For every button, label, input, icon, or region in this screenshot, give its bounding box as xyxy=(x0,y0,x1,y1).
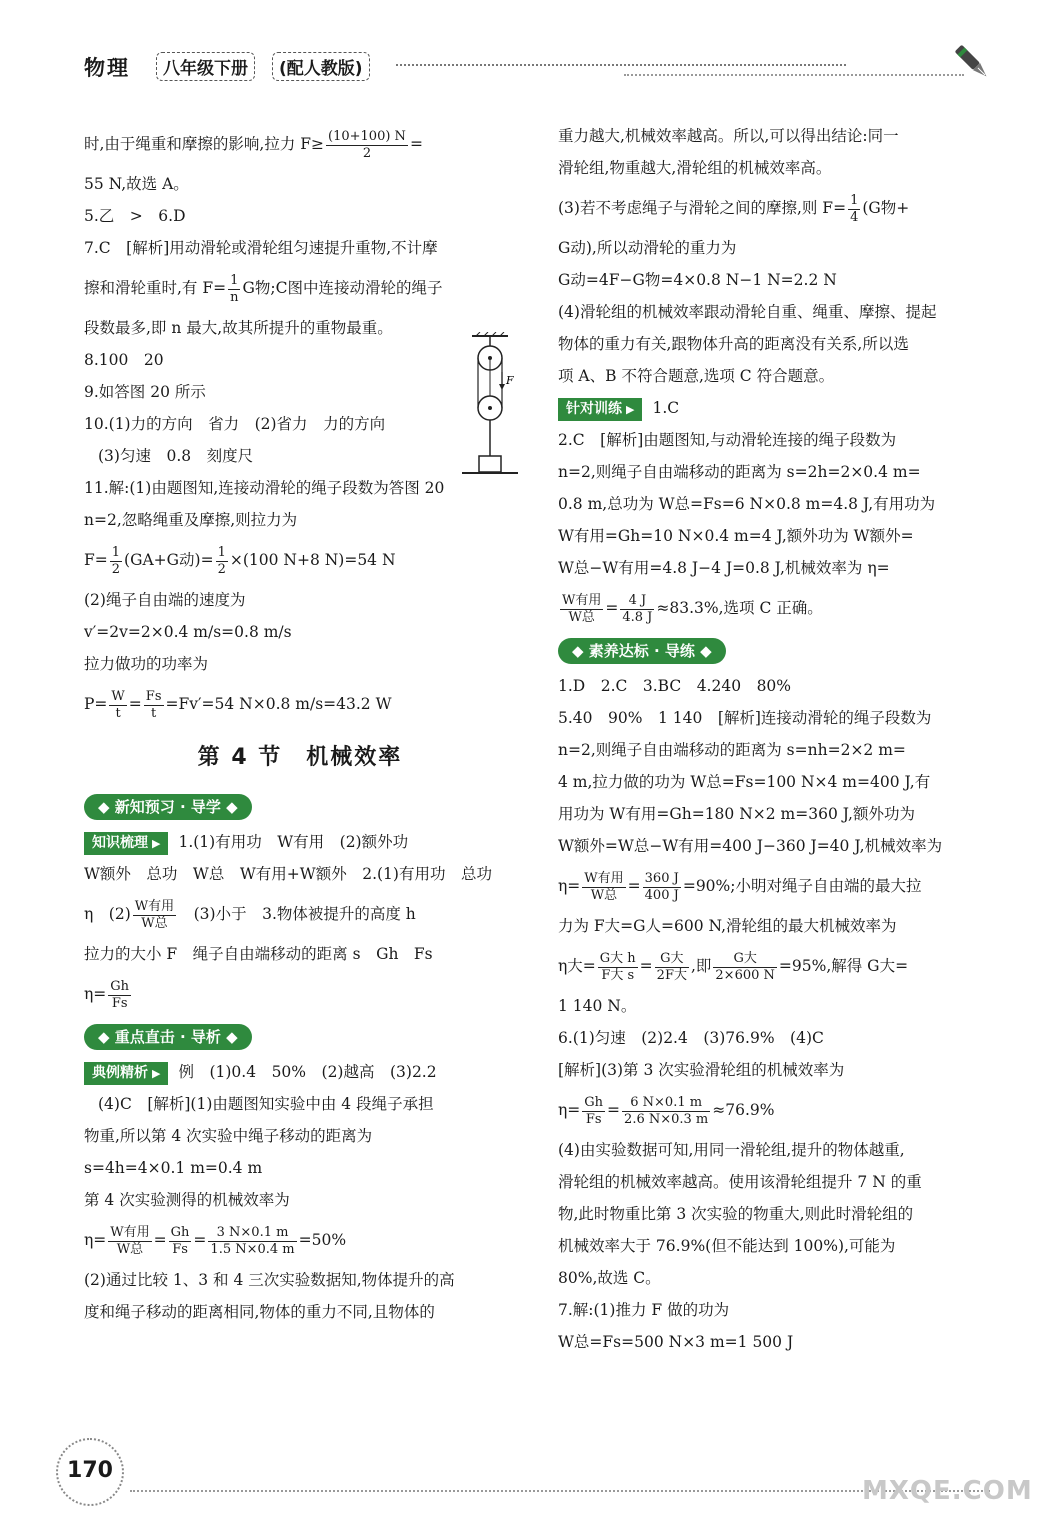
text-line: 1 140 N。 xyxy=(558,997,637,1015)
text-line: v′=2v=2×0.4 m/s=0.8 m/s xyxy=(84,623,292,641)
text-line: 知识梳理 ▶ 1.(1)有用功 W有用 (2)额外功 xyxy=(84,826,516,858)
fraction: $\frac{\text{G大 h}}{\text{F大 s}}$ xyxy=(599,950,636,983)
text-line: W额外=W总−W有用=400 J−360 J=40 J,机械效率为 xyxy=(558,837,943,855)
text-line: 擦和滑轮重时,有 F= $\frac{1}{n}$ G物;C图中连接动滑轮的绳子 xyxy=(84,272,443,305)
text-line: η= $\frac{\text{W有用}}{\text{W总}}$ = $\frac{Gh}{Fs}$ = $\frac{3 N\times 0.1 m}{1.5 N\times 0.4 m}$ =50% xyxy=(84,1224,347,1257)
tag-example: 典例精析 ▶ xyxy=(84,1062,168,1085)
text-line: 力为 F大=G人=600 N,滑轮组的最大机械效率为 xyxy=(558,917,897,935)
text-line: 55 N,故选 A。 xyxy=(84,175,189,193)
fraction: $\frac{Fs}{t}$ xyxy=(145,688,162,721)
watermark: MXQE.COM xyxy=(862,1476,1033,1506)
text-line: s=4h=4×0.1 m=0.4 m xyxy=(84,1159,263,1177)
text-line: 机械效率大于 76.9%(但不能达到 100%),可能为 xyxy=(558,1237,896,1255)
text-line: 典例精析 ▶ 例 (1)0.4 50% (2)越高 (3)2.2 xyxy=(84,1056,516,1088)
text-line: 5.乙 > 6.D xyxy=(84,207,186,225)
text-line: 滑轮组的机械效率越高。使用该滑轮组提升 7 N 的重 xyxy=(558,1173,922,1191)
fraction: $\frac{360 J}{400 J}$ xyxy=(644,870,679,903)
text-line: G动),所以动滑轮的重力为 xyxy=(558,239,737,257)
text-line: 拉力的大小 F 绳子自由端移动的距离 s Gh Fs xyxy=(84,945,433,963)
tag-training: 针对训练 ▶ xyxy=(558,398,642,421)
fraction: $\frac{(10+100) N}{2}$ xyxy=(328,128,406,161)
pen-icon xyxy=(950,40,996,86)
text-line: 0.8 m,总功为 W总=Fs=6 N×0.8 m=4.8 J,有用功为 xyxy=(558,495,936,513)
page-header xyxy=(84,48,994,88)
text-line: 物,此时物重比第 3 次实验的物重大,则此时滑轮组的 xyxy=(558,1205,914,1223)
text-line: W有用=Gh=10 N×0.4 m=4 J,额外功为 W额外= xyxy=(558,527,914,545)
fraction: $\frac{Gh}{Fs}$ xyxy=(110,978,130,1011)
text-line: (2)通过比较 1、3 和 4 三次实验数据知,物体提升的高 xyxy=(84,1271,455,1289)
tag-knowledge: 知识梳理 ▶ xyxy=(84,832,168,855)
text-line: 用功为 W有用=Gh=180 N×2 m=360 J,额外功为 xyxy=(558,805,915,823)
fraction: $\frac{1}{n}$ xyxy=(230,272,239,305)
fraction: $\frac{\text{W有用}}{\text{W总}}$ xyxy=(134,898,175,931)
fraction: $\frac{\text{W有用}}{\text{W总}}$ xyxy=(110,1224,150,1257)
fraction: $\frac{3 N\times 0.1 m}{1.5 N\times 0.4 m}$ xyxy=(210,1224,295,1257)
text-line: F= $\frac{1}{2}$ (GA+G动)= $\frac{1}{2}$ ×(100 N+8 N)=54 N xyxy=(84,544,396,577)
text-line: 物体的重力有关,跟物体升高的距离没有关系,所以选 xyxy=(558,335,909,353)
fraction: $\frac{Gh}{Fs}$ xyxy=(170,1224,190,1257)
text-line: n=2,则绳子自由端移动的距离为 s=nh=2×2 m= xyxy=(558,741,906,759)
text-line: 项 A、B 不符合题意,选项 C 符合题意。 xyxy=(558,367,835,385)
text-line: 第 4 次实验测得的机械效率为 xyxy=(84,1191,290,1209)
page-number-badge xyxy=(56,1438,124,1506)
pulley-diagram xyxy=(462,332,518,478)
edition-label: (配人教版) xyxy=(272,52,370,81)
fraction: $\frac{Gh}{Fs}$ xyxy=(584,1094,604,1127)
left-column xyxy=(84,120,516,1328)
grade-label: 八年级下册 xyxy=(156,52,255,81)
fraction: $\frac{1}{2}$ xyxy=(111,544,121,577)
fraction: $\frac{6 N\times 0.1 m}{2.6 N\times 0.3 m}$ xyxy=(624,1094,709,1127)
text-line: (4)由实验数据可知,用同一滑轮组,提升的物体越重, xyxy=(558,1141,905,1159)
fraction: $\frac{\text{W有用}}{\text{W总}}$ xyxy=(584,870,624,903)
header-dotted-line xyxy=(396,64,846,66)
right-column xyxy=(558,120,996,1358)
text-line: 10.(1)力的方向 省力 (2)省力 力的方向 xyxy=(84,415,386,433)
text-line: n=2,则绳子自由端移动的距离为 s=2h=2×0.4 m= xyxy=(558,463,921,481)
fraction: $\frac{1}{2}$ xyxy=(217,544,226,577)
banner-key-points: ◆ 重点直击 · 导析 ◆ xyxy=(84,1024,252,1050)
banner-new-knowledge: ◆ 新知预习 · 导学 ◆ xyxy=(84,794,252,820)
text-line: 80%,故选 C。 xyxy=(558,1269,661,1287)
text-line: 6.(1)匀速 (2)2.4 (3)76.9% (4)C xyxy=(558,1029,824,1047)
fraction: $\frac{W}{t}$ xyxy=(111,688,125,721)
text-line: W额外 总功 W总 W有用+W额外 2.(1)有用功 总功 xyxy=(84,865,492,883)
text-line: η= $\frac{Gh}{Fs}$ xyxy=(84,978,130,1011)
text-line: 滑轮组,物重越大,滑轮组的机械效率高。 xyxy=(558,159,832,177)
text-line: 7.C [解析]用动滑轮或滑轮组匀速提升重物,不计摩 xyxy=(84,239,438,257)
text-line: (3)匀速 0.8 刻度尺 xyxy=(98,447,254,465)
text-line: η= $\frac{Gh}{Fs}$ = $\frac{6 N\times 0.1 m}{2.6 N\times 0.3 m}$ ≈76.9% xyxy=(558,1094,775,1127)
fraction: $\frac{1}{4}$ xyxy=(850,192,859,225)
text-line: 度和绳子移动的距离相同,物体的重力不同,且物体的 xyxy=(84,1303,435,1321)
text-line: 拉力做功的功率为 xyxy=(84,655,209,673)
text-line: 11.解:(1)由题图知,连接动滑轮的绳子段数为答图 20 xyxy=(84,479,445,497)
text-line: $\frac{\text{W有用}}{\text{W总}}$ = $\frac{4 J}{4.8 J}$ ≈83.3%,选项 C 正确。 xyxy=(562,592,823,625)
text-line: (3)若不考虑绳子与滑轮之间的摩擦,则 F= $\frac{1}{4}$ (G物+ xyxy=(558,192,910,225)
text-line: 时,由于绳重和摩擦的影响,拉力 F≥ $\frac{(10+100) N}{2}$ = xyxy=(84,128,423,161)
text-line: 段数最多,即 n 最大,故其所提升的重物最重。 xyxy=(84,319,393,337)
force-label: F xyxy=(506,374,514,387)
text-line: 1.D 2.C 3.BC 4.240 80% xyxy=(558,677,792,695)
subject-title: 物理 xyxy=(84,56,130,80)
banner-literacy: ◆ 素养达标 · 导练 ◆ xyxy=(558,638,726,664)
section-title: 第 4 节 机械效率 xyxy=(197,745,403,770)
fraction: $\frac{\text{W有用}}{\text{W总}}$ xyxy=(562,592,602,625)
text-line: 物重,所以第 4 次实验中绳子移动的距离为 xyxy=(84,1127,373,1145)
text-line: [解析](3)第 3 次实验滑轮组的机械效率为 xyxy=(558,1061,845,1079)
text-line: 4 m,拉力做的功为 W总=Fs=100 N×4 m=400 J,有 xyxy=(558,773,931,791)
text-line: (4)滑轮组的机械效率跟动滑轮自重、绳重、摩擦、提起 xyxy=(558,303,937,321)
text-line: P= $\frac{W}{t}$ = $\frac{Fs}{t}$ =Fv′=54 N×0.8 m/s=43.2 W xyxy=(84,688,392,721)
fraction: $\frac{\text{G大}}{\text{2F大}}$ xyxy=(656,950,687,983)
text-line: (4)C [解析](1)由题图知实验中由 4 段绳子承担 xyxy=(98,1095,434,1113)
text-line: 7.解:(1)推力 F 做的功为 xyxy=(558,1301,730,1319)
page-number: 170 xyxy=(67,1458,113,1483)
text-line: 2.C [解析]由题图知,与动滑轮连接的绳子段数为 xyxy=(558,431,897,449)
header-dotted-line-2 xyxy=(624,74,964,76)
text-line: 8.100 20 xyxy=(84,351,164,369)
text-line: (2)绳子自由端的速度为 xyxy=(84,591,246,609)
fraction: $\frac{\text{G大}}{2\times 600 N}$ xyxy=(715,950,775,983)
text-line: 5.40 90% 1 140 [解析]连接动滑轮的绳子段数为 xyxy=(558,709,932,727)
fraction: $\frac{4 J}{4.8 J}$ xyxy=(622,592,653,625)
text-line: 重力越大,机械效率越高。所以,可以得出结论:同一 xyxy=(558,127,899,145)
text-line: η= $\frac{\text{W有用}}{\text{W总}}$ = $\frac{360 J}{400 J}$ =90%;小明对绳子自由端的最大拉 xyxy=(558,870,922,903)
text-line: 针对训练 ▶ 1.C xyxy=(558,392,996,424)
text-line: W总−W有用=4.8 J−4 J=0.8 J,机械效率为 η= xyxy=(558,559,890,577)
text-line: n=2,忽略绳重及摩擦,则拉力为 xyxy=(84,511,298,529)
footer-dotted-line xyxy=(130,1490,990,1492)
text-line: W总=Fs=500 N×3 m=1 500 J xyxy=(558,1333,794,1351)
text-line: η (2) $\frac{\text{W有用}}{\text{W总}}$ (3)小于 3.物体被提升的高度 h xyxy=(84,898,416,931)
text-line: G动=4F−G物=4×0.8 N−1 N=2.2 N xyxy=(558,271,837,289)
text-line: 9.如答图 20 所示 xyxy=(84,383,206,401)
text-line: η大= $\frac{\text{G大 h}}{\text{F大 s}}$ = $\frac{\text{G大}}{\text{2F大}}$ ,即 $\frac{\text{G大}}{2\times 600 N}$ =95%,解得 G大= xyxy=(558,950,909,983)
